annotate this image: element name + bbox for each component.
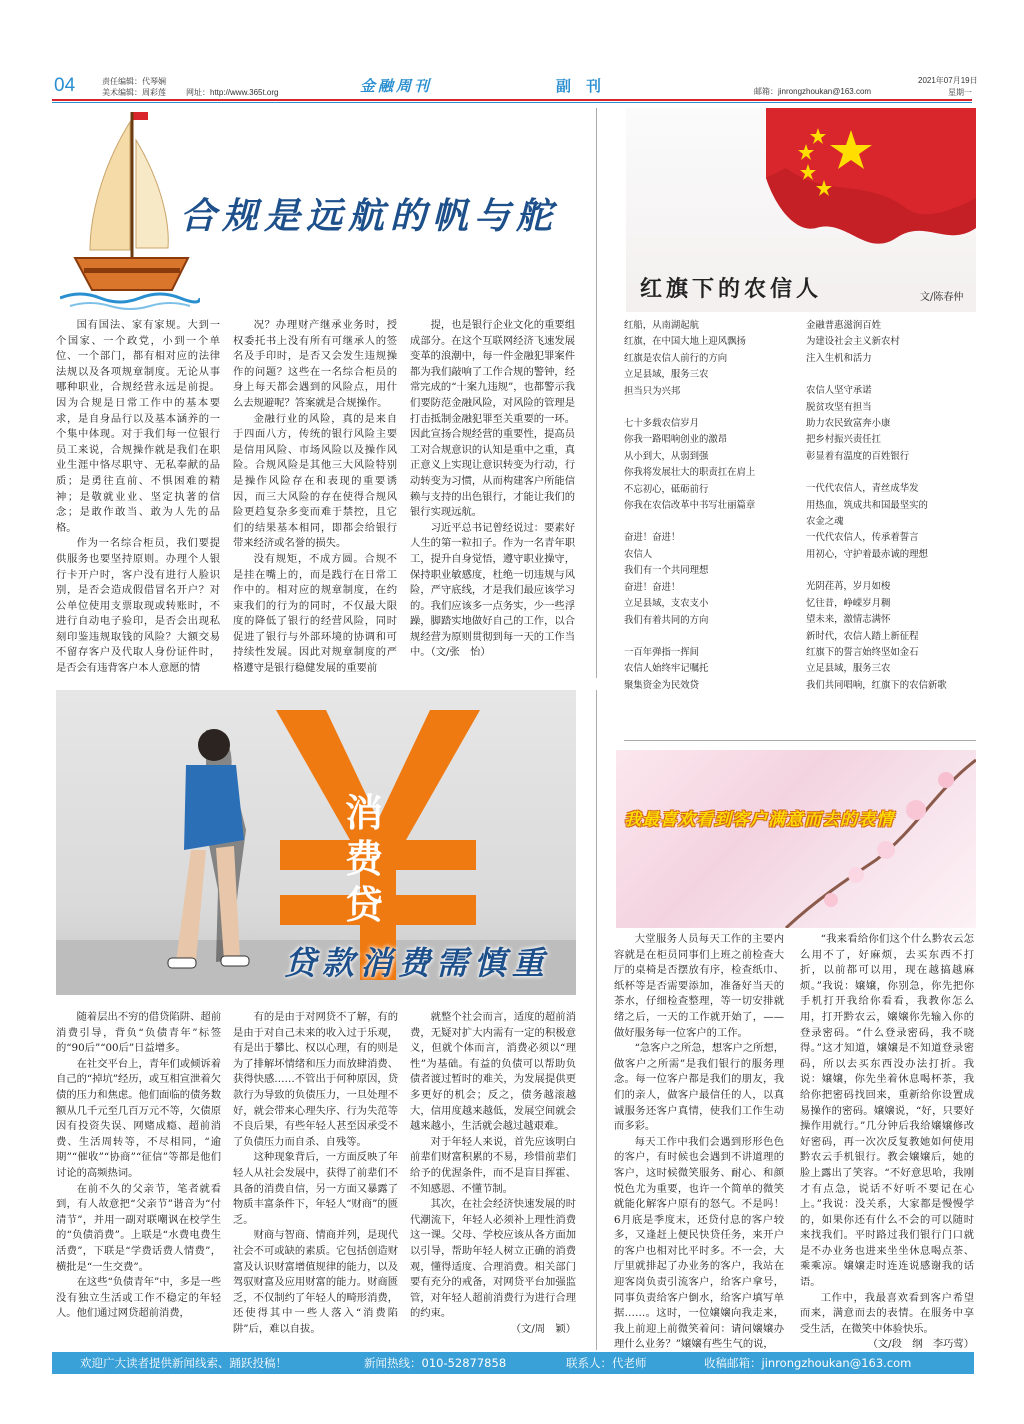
page-header xyxy=(0,72,1024,102)
section-divider xyxy=(624,740,976,741)
consumer-loan-photo xyxy=(56,690,576,995)
hull xyxy=(75,258,188,290)
poem-line: 红旗，在中国大地上迎风飘扬 xyxy=(624,336,746,348)
poem-line: 立足县域，服务三农 xyxy=(806,663,891,675)
poem-line: 一代代农信人，传承着誓言 xyxy=(806,532,919,544)
article3-title: 贷款消费需慎重 xyxy=(284,944,551,982)
poem-line: 立足县域，服务三农 xyxy=(624,369,709,381)
pedestrian-head xyxy=(198,729,230,761)
poem-line: 聚集资金为民效贷 xyxy=(624,679,700,691)
article3-col3 xyxy=(410,1010,576,1346)
poem-line: 你我在农信改革中书写壮丽篇章 xyxy=(624,500,756,512)
column-divider xyxy=(596,690,597,1350)
article4-byline: （文/段 纲 李巧莺） xyxy=(867,1338,974,1350)
section-name: 副 刊 xyxy=(556,77,602,95)
paragraph: 作为一名综合柜员，我们要提供服务也要坚持原则。办理个人银行卡开户时，客户没有进行人脸识别，是否会造成假借冒名开户？对公单位使用支票取现或转账时，不进行自动电子验印，是否会出现私刻印鉴违规取钱的风险？大额交易不留存客户及代取人身份证件时，是否会有违背客户本人意愿的情 xyxy=(56,537,220,674)
main-sail xyxy=(90,122,130,250)
poem-line: 把乡村振兴责任扛 xyxy=(806,434,882,446)
column-divider xyxy=(596,108,597,678)
paragraph: 就整个社会而言，适度的超前消费，无疑对扩大内需有一定的积极意义，但就个体而言，消费必须以“理性”为基础。有益的负债可以帮助负债者渡过暂时的难关，为发展提供更多更好的机会；反之，债务越滚越大，信用度越来越低，发展空间就会越来越小，生活就会越过越艰难。 xyxy=(410,1011,576,1133)
paragraph: 大堂服务人员每天工作的主要内容就是在柜员同事们上班之前检查大厅的桌椅是否摆放有序，检查纸巾、纸杯等是否需要添加，准备好当天的茶水，仔细检查整理，等一切安排就绪之后，一天的工作就开始了，——做好服务每一位客户的工作。 xyxy=(614,933,784,1039)
stanza-gap xyxy=(624,400,800,416)
poem-line: 农信人 xyxy=(624,548,653,560)
article4-col2 xyxy=(800,932,974,1350)
paper-name: 金融周刊 xyxy=(360,77,433,95)
blossom xyxy=(877,841,895,859)
article3-byline: （文/周 颖） xyxy=(510,1322,576,1335)
poem-line: 你我将发展壮大的职责扛在肩上 xyxy=(624,467,756,479)
date-text: 2021年07月19日 xyxy=(918,76,978,85)
article1-title: 合规是远航的帆与舵 xyxy=(180,196,559,237)
article2-title: 红旗下的农信人 xyxy=(640,277,823,302)
poem-line: 红船，从南湖起航 xyxy=(624,320,700,331)
blossom xyxy=(848,867,864,883)
shoe-right xyxy=(221,956,249,966)
poem-line: 不忘初心，砥砺前行 xyxy=(624,483,709,495)
poem-line: 七十多载农信岁月 xyxy=(624,418,700,430)
paragraph: 随着层出不穷的借贷陷阱、超前消费引导，背负“负债青年”标签的“90后”“00后”日益增多。 xyxy=(56,1011,221,1055)
paragraph: 这种现象背后，一方面反映了年轻人从社会发展中，获得了前辈们不具备的消费自信，另一方面又暴露了物质丰富条件下，年轻人“财商”的匮乏。 xyxy=(233,1151,398,1226)
paragraph: 提，也是银行企业文化的重要组成部分。在这个互联网经济飞速发展变革的浪潮中，每一件金融犯罪案件都为我们敲响了工作合规的警钟，经常完成的“十案九违规”，也都警示我们要防范金融风险，对风险的管理是打击抵制金融犯罪至关重要的一环。因此宣扬合规经营的重要性，提高员工对合规意识的认知是重中之重，真正意义上实现让意识转变为行动，行动转变为习惯，从而构建客户所能信赖与支持的出色银行，才能让我们的银行实现远航。 xyxy=(410,319,575,519)
poem-line: 奋进！奋进！ xyxy=(624,581,681,593)
article3-col2 xyxy=(233,1010,398,1346)
art-editor-credit: 美术编辑：周彩莲 xyxy=(102,88,166,97)
shoe-left xyxy=(168,958,196,968)
poem-line: 农金之魂 xyxy=(806,516,844,528)
poem-line: 从小到大，从弱到强 xyxy=(624,450,709,462)
paragraph: 在社交平台上，青年们或倾诉着自己的“掉坑”经历，或互相宣泄着欠债的压力和焦虑。他们面临的债务数额从几千元至几百万元不等，欠债原因有投资失误、网赌成瘾、超前消费、生活周转等，不尽相同，“逾期”“催收”“协商”“征信”等都是他们讨论的高频热词。 xyxy=(56,1057,221,1179)
water-wave xyxy=(60,294,200,302)
poem-line: 红旗是农信人前行的方向 xyxy=(624,352,728,364)
paragraph: 每天工作中我们会遇到形形色色的客户，有时候也会遇到不讲道理的客户，这时候微笑服务、耐心、和颜悦色尤为重要，也许一个简单的微笑就能化解客户原有的怒气。不是吗！6月底是季度末，还贷付息的客户较多，又逢赶上便民快贷任务，来开户的客户也相对比平时多。不一会，大厅里就排起了办业务的客户，我站在迎客岗负责引流客户，给客户拿号，同事负责给客户倒水，给客户填写单据……。这时，一位嬢嬢向我走来，我上前迎上前微笑着问：请问嬢嬢办理什么业务？”嬢嬢有些生气的说， xyxy=(614,1135,784,1350)
footer-hotline: 新闻热线：010-52877858 xyxy=(364,1356,507,1370)
article2-author: 文/陈春仲 xyxy=(920,292,964,303)
poem-line: 光阴荏苒，岁月如梭 xyxy=(806,581,891,593)
photo-sign-text: 消费贷 xyxy=(344,791,383,927)
hull-stripe xyxy=(84,268,180,273)
page-number: 04 xyxy=(54,75,76,96)
poem-line: 脱贫攻坚有担当 xyxy=(806,401,872,413)
poem-line: 农信人始终牢记嘱托 xyxy=(624,663,709,675)
paragraph: 没有规矩，不成方圆。合规不是挂在嘴上的，而是践行在日常工作中的。相对应的规章制度，在约束我们的行为的同时，不仅最大限度的降低了银行的经营风险，同时促进了银行与外部环境的协调和可持续性发展。因此对规章制度的严格遵守是银行稳健发展的重要前 xyxy=(233,552,397,674)
poem-line: 我们共同唱响，红旗下的农信新歌 xyxy=(806,679,947,691)
header-rule-thin xyxy=(52,102,972,103)
poem-line: 立足县域，支农支小 xyxy=(624,598,709,610)
stanza-gap xyxy=(806,367,978,383)
paragraph: 财商与智商、情商并列，是现代社会不可或缺的素质。它包括创造财富及认识财富增值规律的能力，以及驾驭财富及应用财富的能力。财商匮乏，不仅制约了年轻人的畸形消费，还使得其中一些人落入“消费陷阱”后，难以自拔。 xyxy=(233,1229,398,1335)
water-wave-2 xyxy=(70,303,190,309)
article4-col1 xyxy=(614,932,784,1350)
poem-line: 望未来，激情志满怀 xyxy=(806,614,891,626)
paragraph: 国有国法、家有家规。大到一个国家、一个政党，小到一个单位、一个部门，都有相对应的法律法规以及各项规章制度。无论从事哪种职业，合规经营永远是前提。因为合规是日常工作中的基本要求，是自身品行以及基本涵养的一个集中体现。对于我们每一位银行员工来说，合规操作就是我们在职业生涯中恪尽职守、无私奉献的品质；是勇往直前、不惧困难的精神；是敬就业业、坚定执著的信念；是敢作敢当、敢为人先的品格。 xyxy=(56,319,220,534)
poem-line: 我们有着共同的方向 xyxy=(624,614,709,626)
weekday-text: 星期一 xyxy=(948,88,972,97)
poem-line: 金融普惠滋润百姓 xyxy=(806,320,882,331)
poem-line: 红旗下的誓言始终坚如金石 xyxy=(806,646,919,658)
editor-credit: 责任编辑：代琴娴 xyxy=(102,77,166,86)
footer-welcome: 欢迎广大读者提供新闻线索、踊跃投稿！ xyxy=(80,1356,287,1370)
article1-col2 xyxy=(233,318,397,674)
poem-line: 一百年弹指一挥间 xyxy=(624,646,700,658)
paragraph: 对于年轻人来说，首先应该明白前辈们财富积累的不易，珍惜前辈们给予的优渥条件，而不是盲目挥霍、不知感恩、不懂节制。 xyxy=(410,1135,576,1195)
poem-line: 注入生机和活力 xyxy=(806,352,872,364)
header-rule xyxy=(52,99,972,101)
sailboat-illustration xyxy=(60,110,200,310)
website-text: 网址：http://www.365t.org xyxy=(186,88,279,97)
stanza-gap xyxy=(624,629,800,645)
blossom xyxy=(824,893,838,907)
article1-col3 xyxy=(410,318,575,674)
poem-line: 你我一路唱响创业的激昂 xyxy=(624,434,728,446)
pedestrian-shirt xyxy=(184,765,244,850)
paragraph: 工作中，我最喜欢看到客户希望而来，满意而去的表情。在服务中享受生活，在微笑中体验快乐。 xyxy=(800,1291,974,1335)
paragraph: 金融行业的风险，真的是来自于四面八方，传统的银行风险主要是信用风险、市场风险以及操作风险。合规风险是其他三大风险特别是操作风险存在和表现的重要诱因，而三大风险的存在使得合规风险更趋复杂多变而难于禁控，且它们的结果基本相同，即都会给银行带来经济或名誉的损失。 xyxy=(233,412,397,550)
poem-line: 新时代，农信人踏上新征程 xyxy=(806,630,919,642)
article1-col1 xyxy=(56,318,220,674)
paragraph: 在这些“负债青年”中，多是一些没有独立生活或工作不稳定的年轻人。他们通过网贷超前消费， xyxy=(56,1276,221,1320)
stanza-gap xyxy=(806,465,978,481)
footer-bar xyxy=(52,1352,974,1374)
poem-line: 助力农民致富奔小康 xyxy=(806,418,891,430)
paragraph: 况？办理财产继承业务时，授权委托书上没有所有可继承人的签名及手印时，是否又会发生违规操作的问题？这些在一名综合柜员的身上每天都会遇到的风险点，用什么去规避呢？答案就是合规操作。 xyxy=(233,319,397,409)
footer-mailbox: 收稿邮箱：jinrongzhoukan@163.com xyxy=(704,1356,912,1370)
poem-line: 我们有一个共同理想 xyxy=(624,565,709,577)
poem-line: 用初心，守护着最赤诚的理想 xyxy=(806,548,928,560)
poem-line: 忆往昔，峥嵘岁月稠 xyxy=(806,597,891,609)
paragraph: “急客户之所急，想客户之所想，做客户之所需”是我们银行的服务理念。每一位客户都是我们的朋友，我们的亲人，做客户最信任的人，以真诚服务还客户真情，使我们工作生动而多彩。 xyxy=(614,1042,784,1133)
paragraph: “我来看给你们这个什么黔农云怎么用不了，好麻烦，去买东西不打折，以前都可以用，现在越搞越麻烦。”我说：嬢嬢，你别急，你先把你手机打开我给你看看，我教你怎么用，打开黔农云，嬢嬢你先输入你的登录密码。“什么登录密码，我不晓得。”这才知道，嬢嬢是不知道登录密码，所以去买东西没办法打折。我说：嬢嬢，你先坐着休息喝杯茶，我给你把密码找回来，重新给你设置成易操作的密码。嬢嬢说，“好，只要好操作用就行。”几分钟后我给嬢嬢修改好密码，再一次次反复教她如何使用黔农云手机银行。教会嬢嬢后，她的脸上露出了笑容。“不好意思哈，我刚才有点急，说话不好听不要记在心上。”我说：没关系，大家都是慢慢学的，如果你还有什么不会的可以随时来找我们。平时路过我们银行门口就是不办业务也进来坐坐休息喝点茶、乘乘凉。嬢嬢走时连连说感谢我的话语。 xyxy=(800,933,974,1289)
paragraph: 习近平总书记曾经说过：要素好人生的第一粒扣子。作为一名青年职工，提升自身觉悟，遵守职业操守，保持职业敏感度，杜绝一切违规与风险，严守底线，才是我们最应该学习的。我们应该多一点务实，少一些浮躁，脚踏实地做好自己的工作，以合规经营为原则贯彻到每一天的工作当中。（文/张 怡） xyxy=(410,521,575,659)
poem-line: 奋进！奋进！ xyxy=(624,532,681,544)
poem-left-column xyxy=(624,318,800,698)
blossom-image xyxy=(616,750,976,928)
poem-line: 担当只为兴邦 xyxy=(624,385,681,397)
paragraph: 在前不久的父亲节，笔者就看到，有人故意把“父亲节”谐音为“付清节”，并用一副对联嘲讽在校学生的“负债消费”。上联是“水费电费生活费”，下联是“学费话费人情费”，横批是“一生交费”。 xyxy=(56,1182,221,1273)
email-text: 邮箱：jinrongzhoukan@163.com xyxy=(754,87,872,96)
footer-contact: 联系人：代老师 xyxy=(566,1356,647,1370)
paragraph: 其次，在社会经济快速发展的时代潮流下，年轻人必须补上理性消费这一课。父母、学校应该从各方面加以引导，帮助年轻人树立正确的消费观，懂得适度、合理消费。相关部门要有充分的戒备，对网贷平台加强监管，对年轻人超前消费行为进行合理的约束。 xyxy=(410,1198,576,1320)
flag xyxy=(132,112,148,120)
stanza-gap xyxy=(624,514,800,530)
poem-line: 一代代农信人，青丝成华发 xyxy=(806,483,919,495)
poem-line: 彰显着有温度的百姓银行 xyxy=(806,450,910,462)
article4-title: 我最喜欢看到客户满意而去的表情 xyxy=(624,810,894,830)
poem-line: 为建设社会主义新农村 xyxy=(806,336,900,348)
blossom xyxy=(906,800,926,820)
poem-line: 用热血，筑成共和国最坚实的 xyxy=(806,499,928,511)
poem-line: 农信人坚守承诺 xyxy=(806,385,872,397)
article3-col1 xyxy=(56,1010,221,1346)
paragraph: 有的是由于对网贷不了解，有的是由于对自己未来的收入过于乐观，有是出于攀比、权以心理，有的则是为了排解坏情绪和压力而放肆消费、获得快感……不管出于何种原因，贷款行为导致的负债压力，一旦处理不好，就会带来心理失序、行为失范等不良后果，有些年轻人甚至因承受不了负债压力而自杀、自残等。 xyxy=(233,1011,398,1148)
poem-right-column xyxy=(806,318,978,698)
front-sail xyxy=(136,140,168,248)
stanza-gap xyxy=(806,563,978,579)
blossom xyxy=(938,772,954,788)
